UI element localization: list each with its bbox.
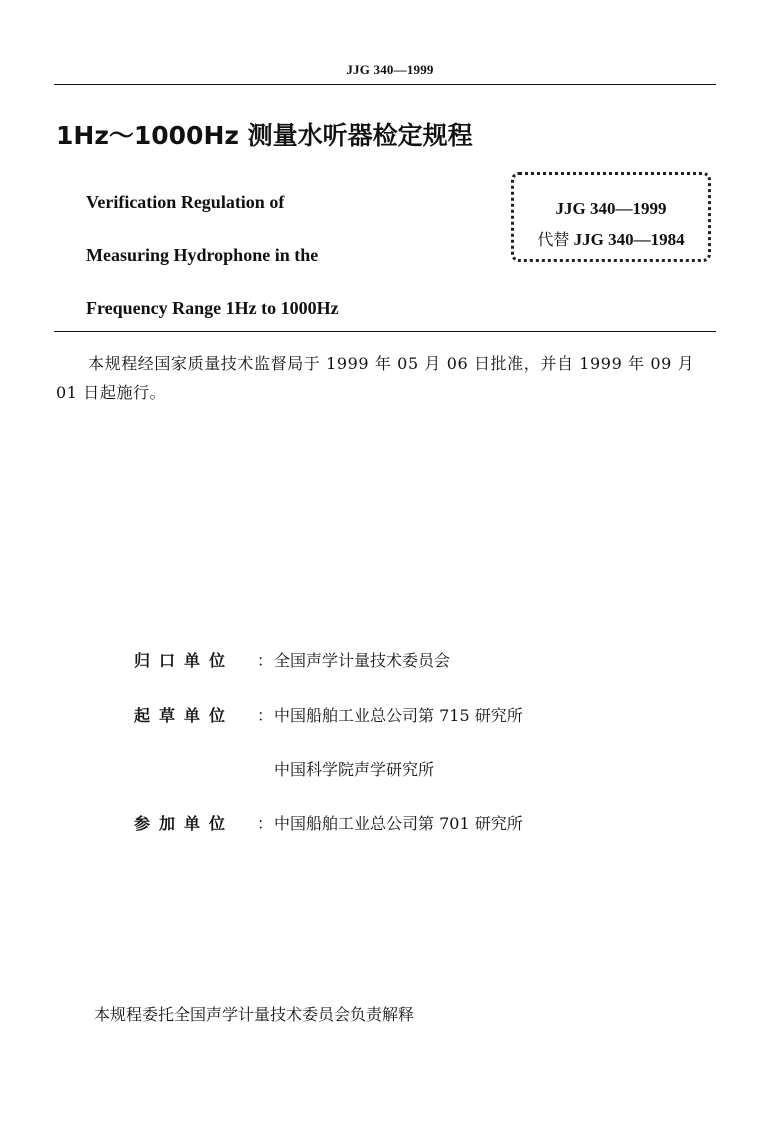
org-value-drafting-1: 中国船舶工业总公司第 715 研究所 — [274, 706, 523, 725]
standard-code: JJG 340—1999 — [555, 199, 667, 218]
english-title-line-2: Measuring Hydrophone in the — [86, 245, 319, 265]
section-divider — [54, 331, 716, 332]
replaces-standard — [514, 227, 708, 250]
chinese-title: 1Hz～1000Hz 测量水听器检定规程 — [56, 121, 473, 150]
header-divider — [54, 84, 716, 85]
standard-code-box — [511, 172, 711, 262]
header-standard-code: JJG 340—1999 — [346, 62, 434, 77]
org-colon-2: ： — [257, 706, 274, 725]
replaces-code: JJG 340—1984 — [573, 230, 685, 249]
org-label-centralized: 归口单位 — [134, 651, 235, 670]
replaces-prefix: 代替 — [537, 230, 570, 249]
org-label-participating: 参加单位 — [134, 814, 235, 833]
english-title-line-3: Frequency Range 1Hz to 1000Hz — [86, 298, 339, 318]
org-colon-3: ： — [257, 814, 274, 833]
org-value-participating: 中国船舶工业总公司第 701 研究所 — [274, 814, 523, 833]
org-value-centralized: 全国声学计量技术委员会 — [274, 651, 451, 670]
interpretation-note: 本规程委托全国声学计量技术委员会负责解释 — [94, 1005, 415, 1024]
org-colon-1: ： — [257, 651, 274, 670]
org-value-drafting-2: 中国科学院声学研究所 — [274, 760, 435, 779]
approval-statement: 本规程经国家质量技术监督局于 1999 年 05 月 06 日批准，并自 1999 年 09 月 01 日起施行。 — [56, 354, 695, 402]
english-title-line-1: Verification Regulation of — [86, 192, 285, 212]
org-label-drafting: 起草单位 — [134, 706, 235, 725]
